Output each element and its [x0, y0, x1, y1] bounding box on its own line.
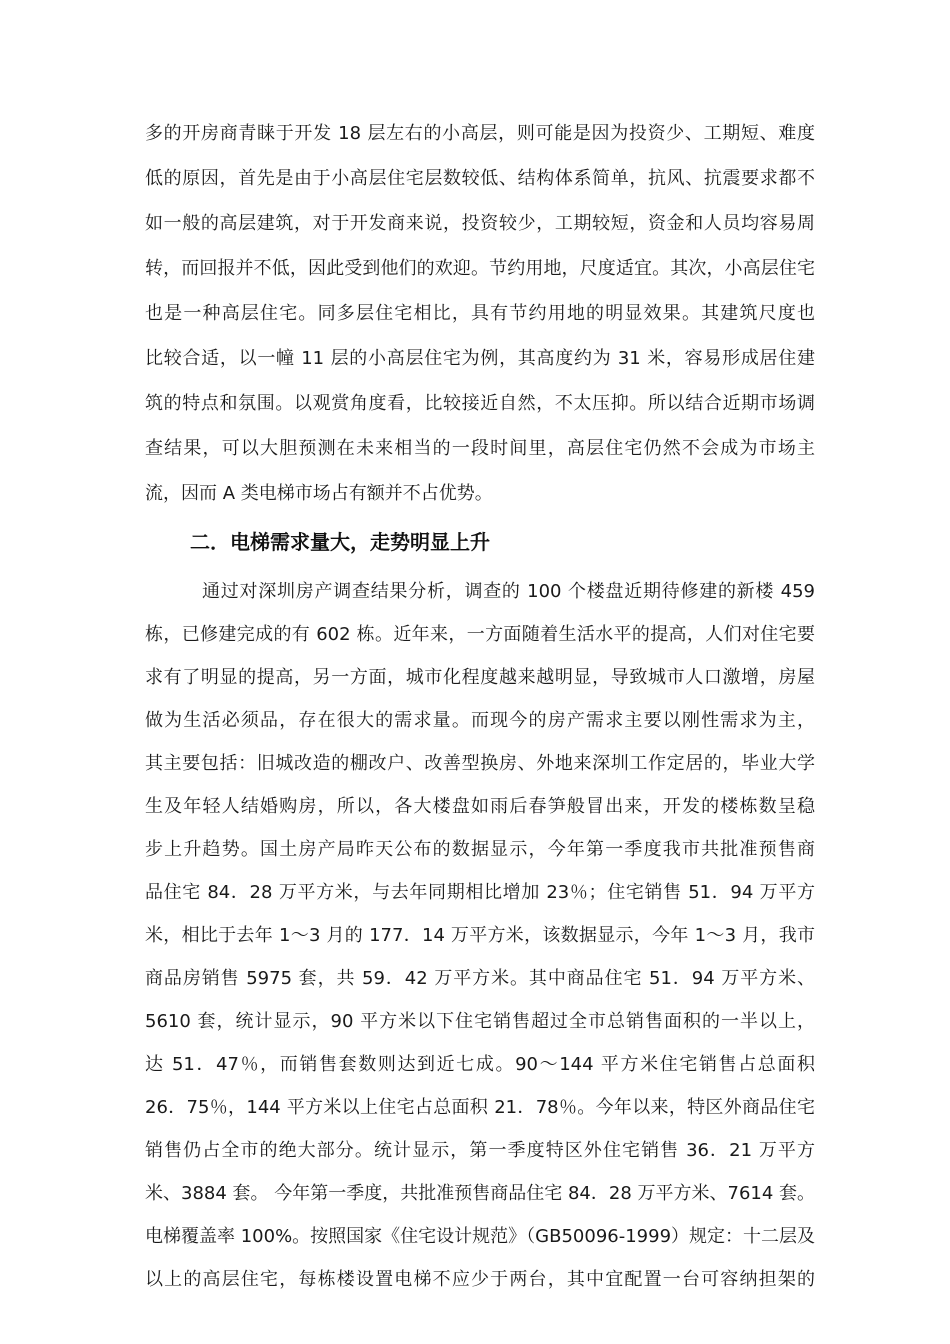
paragraph-line: 求有了明显的提高，另一方面，城市化程度越来越明显，导致城市人口激增，房屋 — [145, 667, 815, 688]
paragraph-line: 米，相比于去年 1～3 月的 177．14 万平方米，该数据显示，今年 1～3 月，我市 — [145, 925, 815, 946]
paragraph-line: 多的开房商青睐于开发 18 层左右的小高层，则可能是因为投资少、工期短、难度 — [145, 123, 815, 144]
paragraph-line: 电梯覆盖率 100%。按照国家《住宅设计规范》（GB50096-1999）规定：十二层及 — [145, 1226, 816, 1247]
paragraph-line: 也是一种高层住宅。同多层住宅相比，具有节约用地的明显效果。其建筑尺度也 — [145, 303, 815, 324]
paragraph-line: 达 51．47％，而销售套数则达到近七成。90～144 平方米住宅销售占总面积 — [145, 1054, 815, 1075]
section-heading: 二．电梯需求量大，走势明显上升 — [190, 530, 490, 554]
paragraph-line: 转，而回报并不低，因此受到他们的欢迎。节约用地，尺度适宜。其次，小高层住宅 — [145, 258, 815, 279]
paragraph-line: 其主要包括：旧城改造的棚改户、改善型换房、外地来深圳工作定居的，毕业大学 — [145, 753, 815, 774]
paragraph-line: 比较合适，以一幢 11 层的小高层住宅为例，其高度约为 31 米，容易形成居住建 — [145, 348, 815, 369]
paragraph-line: 做为生活必须品，存在很大的需求量。而现今的房产需求主要以刚性需求为主， — [145, 710, 815, 731]
paragraph-line: 栋，已修建完成的有 602 栋。近年来，一方面随着生活水平的提高，人们对住宅要 — [145, 624, 815, 645]
paragraph-line: 品住宅 84．28 万平方米，与去年同期相比增加 23％；住宅销售 51．94 万平方 — [145, 882, 815, 903]
paragraph-line: 如一般的高层建筑，对于开发商来说，投资较少，工期较短，资金和人员均容易周 — [145, 213, 815, 234]
paragraph-line: 以上的高层住宅，每栋楼设置电梯不应少于两台，其中宜配置一台可容纳担架的 — [145, 1269, 815, 1290]
paragraph-line: 26．75％，144 平方米以上住宅占总面积 21．78％。今年以来，特区外商品住宅 — [145, 1097, 815, 1118]
paragraph-line: 米、3884 套。 今年第一季度，共批准预售商品住宅 84．28 万平方米、7614 套。 — [145, 1183, 816, 1204]
paragraph-line: 查结果，可以大胆预测在未来相当的一段时间里，高层住宅仍然不会成为市场主 — [145, 438, 815, 459]
paragraph-line: 生及年轻人结婚购房，所以，各大楼盘如雨后春笋般冒出来，开发的楼栋数呈稳 — [145, 796, 815, 817]
paragraph-line: 5610 套，统计显示，90 平方米以下住宅销售超过全市总销售面积的一半以上， — [145, 1011, 815, 1032]
paragraph-line: 销售仍占全市的绝大部分。统计显示，第一季度特区外住宅销售 36．21 万平方 — [145, 1140, 815, 1161]
paragraph-line: 低的原因，首先是由于小高层住宅层数较低、结构体系简单，抗风、抗震要求都不 — [145, 168, 815, 189]
paragraph-line: 商品房销售 5975 套，共 59．42 万平方米。其中商品住宅 51．94 万平方米、 — [145, 968, 815, 989]
paragraph-line: 流，因而 A 类电梯市场占有额并不占优势。 — [145, 483, 493, 504]
paragraph-line: 步上升趋势。国土房产局昨天公布的数据显示，今年第一季度我市共批准预售商 — [145, 839, 815, 860]
paragraph-line: 筑的特点和氛围。以观赏角度看，比较接近自然，不太压抑。所以结合近期市场调 — [145, 393, 815, 414]
paragraph-line: 通过对深圳房产调查结果分析，调查的 100 个楼盘近期待修建的新楼 459 — [202, 581, 815, 602]
